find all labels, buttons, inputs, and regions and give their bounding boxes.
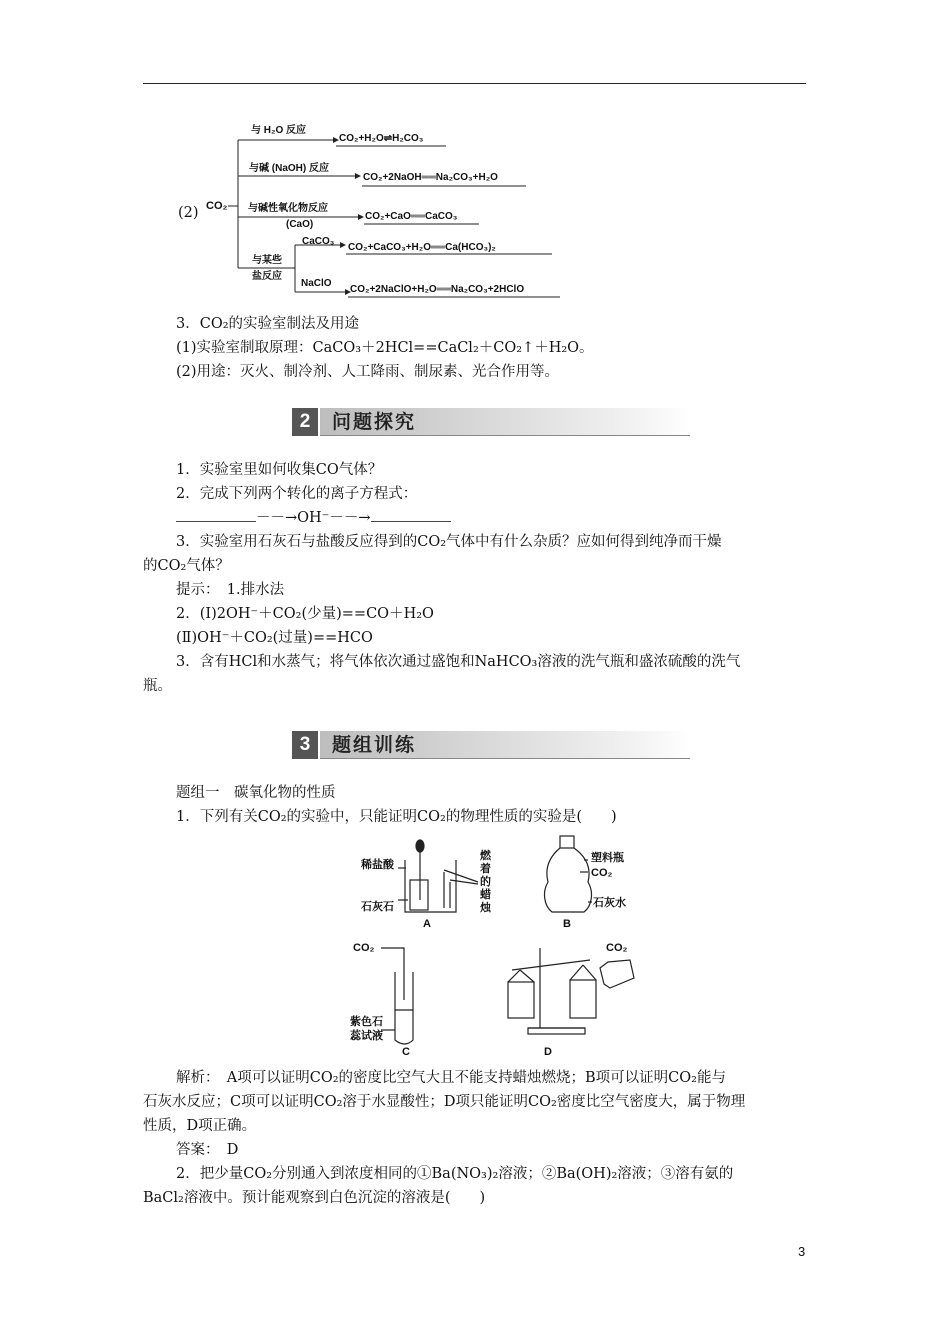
analysis-line-1: 解析： A项可以证明CO₂的密度比空气大且不能支持蜡烛燃烧；B项可以证明CO₂能与 [176, 1070, 726, 1086]
question-3-cont: 的CO₂气体？ [143, 558, 230, 574]
label-B: B [563, 918, 571, 930]
analysis-section [143, 1066, 806, 1210]
branch-label-h2o: 与 H₂O 反应 [251, 125, 306, 136]
label-C: C [402, 1046, 410, 1058]
label-co2-balance: CO₂ [606, 942, 628, 954]
intro-heading: 3．CO₂的实验室制法及用途 [176, 316, 360, 332]
answer-line: 答案： D [176, 1142, 239, 1158]
intro-uses: (2)用途：灭火、制冷剂、人工降雨、制尿素、光合作用等。 [176, 364, 560, 380]
equation-caco3: CO₂+CaCO₃+H₂O══Ca(HCO₃)₂ [348, 242, 496, 253]
candle-char-3: 的 [480, 876, 491, 888]
conversion-arrows: －－→OH⁻－－→ [256, 510, 371, 526]
question-2: 2．完成下列两个转化的离子方程式： [176, 486, 418, 502]
question-2-line-2: BaCl₂溶液中。预计能观察到白色沉淀的溶液是( ) [143, 1190, 486, 1206]
candle-char-1: 燃 [480, 850, 491, 862]
label-litmus-1: 紫色石 [350, 1016, 383, 1028]
candle-char-2: 着 [480, 863, 491, 875]
hint-4: 3．含有HCl和水蒸气；将气体依次通过盛饱和NaHCO₃溶液的洗气瓶和盛浓硫酸的洗气 [176, 654, 741, 670]
label-co2-tube: CO₂ [353, 942, 375, 954]
candle-char-4: 蜡 [480, 889, 491, 901]
banner-number: 2 [292, 408, 318, 436]
question-1: 1．实验室里如何收集CO气体？ [176, 462, 383, 478]
page-number: 3 [798, 1244, 806, 1259]
equation-naclo: CO₂+2NaClO+H₂O══Na₂CO₃+2HClO [350, 284, 525, 295]
reagent-caco3: CaCO₃ [302, 236, 335, 247]
hint-1: 提示： 1.排水法 [176, 582, 285, 598]
label-limestone: 石灰石 [361, 901, 394, 913]
reagent-naclo: NaClO [301, 278, 332, 289]
equation-h2o: CO₂+H₂O⇌H₂CO₃ [339, 133, 424, 144]
label-litmus-2: 蕊试液 [350, 1030, 383, 1042]
hint-3: (Ⅱ)OH⁻＋CO₂(过量)==HCO [176, 630, 373, 646]
group-question-1: 1．下列有关CO₂的实验中，只能证明CO₂的物理性质的实验是( ) [176, 809, 617, 825]
equation-naoh: CO₂+2NaOH══Na₂CO₃+H₂O [363, 172, 498, 183]
analysis-line-2: 石灰水反应；C项可以证明CO₂溶于水显酸性；D项只能证明CO₂密度比空气密度大，属于物理 [143, 1094, 746, 1110]
branch-label-salt-2: 盐反应 [252, 271, 282, 282]
question-3: 3．实验室用石灰石与盐酸反应得到的CO₂气体中有什么杂质？应如何得到纯净而干燥 [176, 534, 722, 550]
equation-cao: CO₂+CaO══CaCO₃ [365, 211, 458, 222]
label-A: A [423, 918, 431, 930]
label-dilute-acid: 稀盐酸 [361, 859, 394, 871]
branch-label-naoh: 与碱 (NaOH) 反应 [249, 163, 329, 174]
branch-label-cao: 与碱性氧化物反应 [248, 203, 328, 214]
diagram-label: (2) [178, 205, 199, 221]
question-2-line-1: 2．把少量CO₂分别通入到浓度相同的①Ba(NO₃)₂溶液；②Ba(OH)₂溶液；③溶有氨的 [176, 1166, 734, 1182]
candle-char-5: 烛 [480, 902, 491, 914]
hint-2: 2．(Ⅰ)2OH⁻＋CO₂(少量)==CO＋H₂O [176, 606, 434, 622]
label-candle [480, 850, 491, 915]
banner-number: 3 [292, 731, 318, 759]
label-plastic-bottle: 塑料瓶 [591, 852, 624, 864]
label-co2-bottle: CO₂ [591, 867, 613, 879]
banner-title: 问题探究 [332, 411, 417, 433]
branch-label-salt: 与某些 [252, 255, 282, 266]
analysis-line-3: 性质，D项正确。 [143, 1118, 257, 1134]
label-limewater: 石灰水 [593, 897, 626, 909]
hint-4-cont: 瓶。 [143, 678, 172, 694]
label-D: D [544, 1046, 552, 1058]
group-title: 题组一 碳氧化物的性质 [176, 785, 336, 801]
branch-sublabel-cao: (CaO) [286, 219, 314, 230]
intro-principle: (1)实验室制取原理：CaCO₃＋2HCl==CaCl₂＋CO₂↑＋H₂O。 [176, 340, 594, 356]
banner-title: 题组训练 [332, 734, 417, 756]
diagram-center: CO₂ [206, 200, 228, 212]
